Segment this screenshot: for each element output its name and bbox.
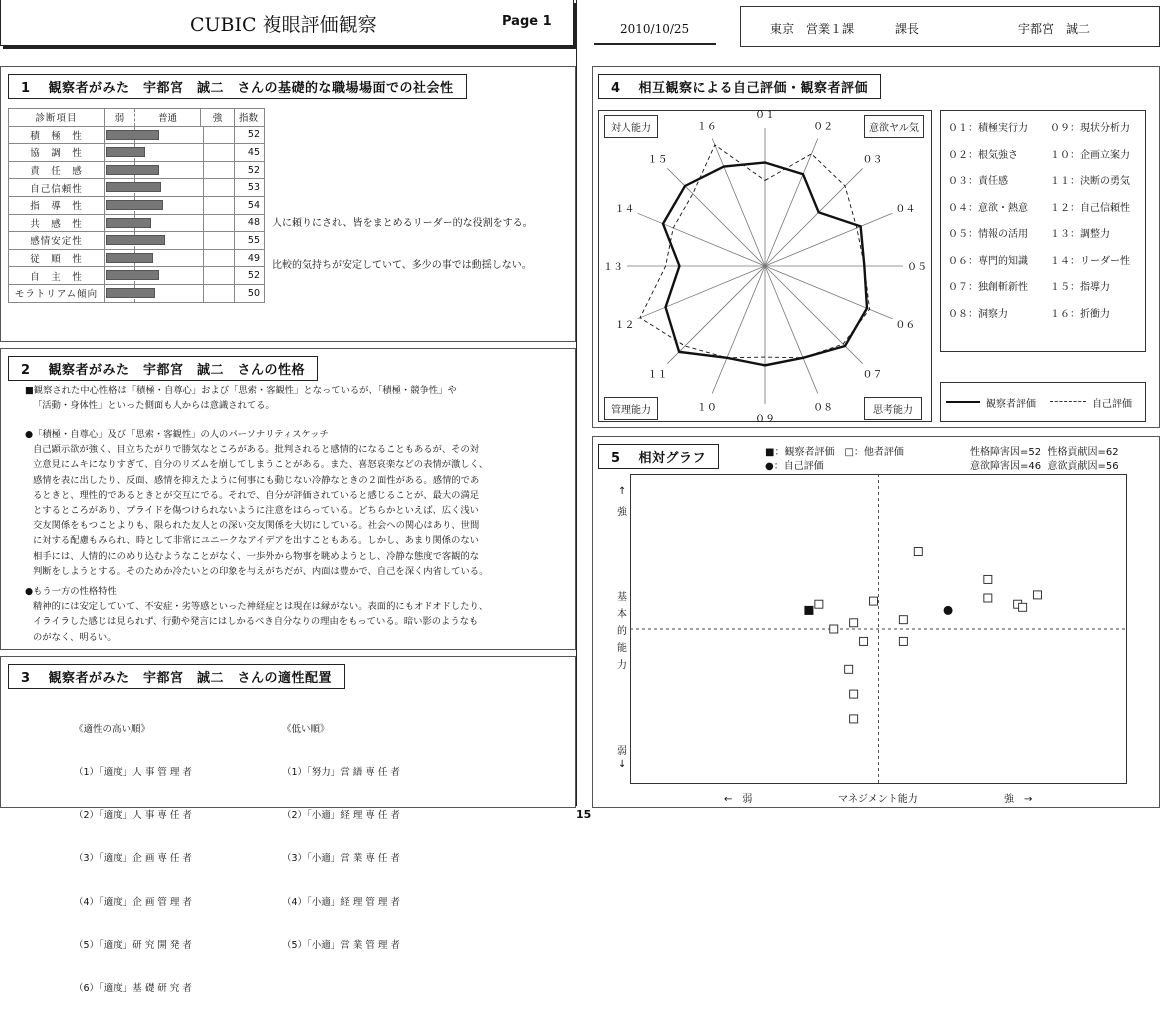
diagnosis-value: 52 xyxy=(235,267,265,285)
diagnosis-label: 責 任 感 xyxy=(9,161,105,179)
org-name: 東京 営業１課 xyxy=(770,22,855,36)
other-evaluation-point xyxy=(899,637,907,645)
diagnosis-value: 52 xyxy=(235,161,265,179)
corner-label-bl: 管理能力 xyxy=(604,397,658,420)
section2-title-text: 観察者がみた 宇都宮 誠二 さんの性格 xyxy=(48,363,306,378)
radar-axis-label: ０３ xyxy=(862,154,883,166)
col-normal: 普通 xyxy=(135,109,201,127)
page-center-divider xyxy=(576,0,577,806)
report-date: 2010/10/25 xyxy=(620,22,690,36)
diagnosis-value: 49 xyxy=(235,249,265,267)
other-evaluation-point xyxy=(850,690,858,698)
core-personality-text: ■観察された中心性格は「積極・自尊心」および「思索・客観性」となっているが、「積極・競争性」や 「活動・身体性」といった側面も人からは意識されてる。 xyxy=(25,385,457,412)
radar-axis-label: ０１ xyxy=(755,110,775,121)
radar-axis-label: ０２ xyxy=(813,121,834,133)
page-title: CUBIC 複眼評価観察 xyxy=(190,14,377,36)
y-axis-label: 基 本 的 能 力 xyxy=(617,592,627,671)
other-evaluation-point xyxy=(815,600,823,608)
other-evaluation-point xyxy=(984,575,992,583)
diagnosis-label: モラトリアム傾向 xyxy=(9,284,105,302)
motivation-stats: 意欲障害因=46 意欲貢献因=56 xyxy=(970,461,1119,472)
section5-number: 5 xyxy=(611,451,621,466)
diagnosis-label: 従 順 性 xyxy=(9,249,105,267)
diagnosis-value: 45 xyxy=(235,144,265,162)
radar-axis-label: ０４ xyxy=(895,203,916,215)
y-axis-weak: 弱 xyxy=(617,746,627,757)
diagnosis-label: 自己信頼性 xyxy=(9,179,105,197)
personality-sketch-text: ●「積極・自尊心」及び「思索・客観性」の人のパーソナリティスケッチ 自己顕示欲が強く、目立ちたがりで勝気なところがある。批判されると感情的になることもあるが、その対 立意見にムキになりすぎて、自分のリズムを崩してしまうことがある。また、喜怒哀楽などの表情が激しく、 感情を表に出したり、反面、感情を抑えたように何事にも動じない冷静なときの２面性がある。感情的であ るときと、理性的であるときとが交互にでる。それで、自分が評価されていると感じることが、最大の満足 とするところがあり、プライドを傷つけられないように注意をはらっている。どちらかといえば、広く浅い 交友関係をもつことよりも、限られた友人との深い交友関係を大切にしている。社会への関心はあり、世間 に対する配慮もみられ、時として非常にユニークなアイデアを出すこともある。しかし、あまり関係のない 相手には、人情的にのめり込むようなことがなく、一歩外から物事を眺めようとし、冷静な態度で客観的な 判断をしようとする。そのためか冷たいとの印象を与えがちだが、内面は豊かで、自己を深く内省している。 xyxy=(25,429,489,577)
other-evaluation-point xyxy=(860,637,868,645)
diagnosis-label: 自 主 性 xyxy=(9,267,105,285)
section2-number: 2 xyxy=(21,363,31,378)
diagnosis-value: 50 xyxy=(235,284,265,302)
radar-axis-label: １０ xyxy=(696,402,717,414)
corner-label-tr: 意欲ヤル気 xyxy=(864,115,924,138)
col-weak: 弱 xyxy=(105,109,135,127)
diagnosis-value: 54 xyxy=(235,196,265,214)
col-item: 診断項目 xyxy=(9,109,105,127)
position: 課長 xyxy=(895,22,920,36)
observer-evaluation-point xyxy=(804,606,813,615)
trait-stats: 性格障害因=52 性格貢献因=62 xyxy=(970,447,1119,458)
diagnosis-value: 48 xyxy=(235,214,265,232)
y-axis-down-arrow: ↓ xyxy=(618,759,627,770)
self-legend-label: 自己評価 xyxy=(1092,399,1132,410)
other-evaluation-point xyxy=(899,616,907,624)
footer-page-number: 15 xyxy=(576,808,592,821)
other-evaluation-point xyxy=(984,594,992,602)
low-aptitude-list: 《低い順》 （1）「努力」営 繕 専 任 者 （2）「小適」経 理 専 任 者 （3）「小適」営 業 専 任 者 （4）「小適」経 理 管 理 者 （5）「小適」営 業 管 理 者 xyxy=(282,723,400,951)
col-strong: 強 xyxy=(201,109,235,127)
other-evaluation-point xyxy=(1019,603,1027,611)
section5-title-text: 相対グラフ xyxy=(638,451,707,466)
x-axis-strong: 強 → xyxy=(1004,794,1033,805)
x-axis-label: マネジメント能力 xyxy=(838,794,918,805)
radar-axis-label: １５ xyxy=(647,154,668,166)
diagnosis-label: 指 導 性 xyxy=(9,196,105,214)
section4-number: 4 xyxy=(611,81,621,96)
radar-axis-label: ０５ xyxy=(907,262,927,273)
diagnosis-label: 積 極 性 xyxy=(9,126,105,144)
other-evaluation-point xyxy=(870,597,878,605)
scatter-legend-1: ■：観察者評価 □：他者評価 xyxy=(765,447,904,458)
scatter-legend-2: ●：自己評価 xyxy=(765,461,824,472)
radar-axis-label: １６ xyxy=(696,121,717,133)
radar-axis-label: １４ xyxy=(614,203,635,215)
page-label: Page 1 xyxy=(502,14,552,29)
section4-title-text: 相互観察による自己評価・観察者評価 xyxy=(638,81,869,96)
other-evaluation-point xyxy=(830,625,838,633)
corner-label-tl: 対人能力 xyxy=(604,115,658,138)
section1-title-text: 観察者がみた 宇都宮 誠二 さんの基礎的な職場場面での社会性 xyxy=(48,81,454,96)
x-axis-weak: ← 弱 xyxy=(724,794,753,805)
diagnosis-label: 感情安定性 xyxy=(9,232,105,250)
section1-number: 1 xyxy=(21,81,31,96)
stability-comment: 比較的気持ちが安定していて、多少の事では動揺しない。 xyxy=(272,260,532,271)
corner-label-br: 思考能力 xyxy=(864,397,922,420)
col-index: 指数 xyxy=(235,109,265,127)
section3-title-text: 観察者がみた 宇都宮 誠二 さんの適性配置 xyxy=(48,671,333,686)
other-evaluation-point xyxy=(850,715,858,723)
radar-axis-label: １２ xyxy=(614,320,635,332)
y-axis-strong: 強 xyxy=(617,507,627,518)
diagnosis-value: 53 xyxy=(235,179,265,197)
self-evaluation-point xyxy=(944,606,953,615)
radar-axis-label: １１ xyxy=(647,369,668,381)
diagnosis-label: 協 調 性 xyxy=(9,144,105,162)
diagnosis-label: 共 感 性 xyxy=(9,214,105,232)
section3-number: 3 xyxy=(21,671,31,686)
high-aptitude-list: 《適性の高い順》 （1）「適度」人 事 管 理 者 （2）「適度」人 事 専 任 者 （3）「適度」企 画 専 任 者 （4）「適度」企 画 管 理 者 （5）「適度」研 究 開 発 者 （6）「適度」基 礎 研 究 者 xyxy=(74,723,192,995)
radar-axis-label: ０９ xyxy=(755,414,775,425)
other-evaluation-point xyxy=(850,619,858,627)
other-evaluation-point xyxy=(845,665,853,673)
radar-axis-label: １３ xyxy=(603,262,623,273)
leadership-comment: 人に頼りにされ、皆をまとめるリーダー的な役割をする。 xyxy=(272,218,533,229)
person-name: 宇都宮 誠二 xyxy=(1018,22,1091,36)
observer-legend-label: 観察者評価 xyxy=(986,399,1036,410)
radar-axis-label: ０７ xyxy=(862,369,883,381)
other-evaluation-point xyxy=(1034,591,1042,599)
diagnosis-value: 55 xyxy=(235,232,265,250)
other-evaluation-point xyxy=(914,548,922,556)
radar-axis-label: ０８ xyxy=(813,402,834,414)
diagnosis-value: 52 xyxy=(235,126,265,144)
radar-legend-list: ０１：積極実行力 ０９：現状分析力 ０２：根気強さ １０：企画立案力 ０３：責任感 １１：決断の勇気 ０４：意欲・熱意 １２：自己信頼性 ０５：情報の活用 １３：調整力 ０６：専門的知識 １４：リーダー性 ０７：独創斬新性 １５：指導力 ０８：洞察力 １６：折衝力 xyxy=(948,123,1130,320)
radar-axis-label: ０６ xyxy=(895,320,916,332)
y-axis-up-arrow: ↑ xyxy=(618,486,627,497)
secondary-trait-text: ●もう一方の性格特性 精神的には安定していて、不安症・劣等感といった神経症とは現在は縁がない。表面的にもオドオドしたり、 イライラした感じは見られず、行動や発言にはしかるべき自分なりの理由をもっている。暗い影のようなも のがなく、明るい。 xyxy=(25,586,489,643)
